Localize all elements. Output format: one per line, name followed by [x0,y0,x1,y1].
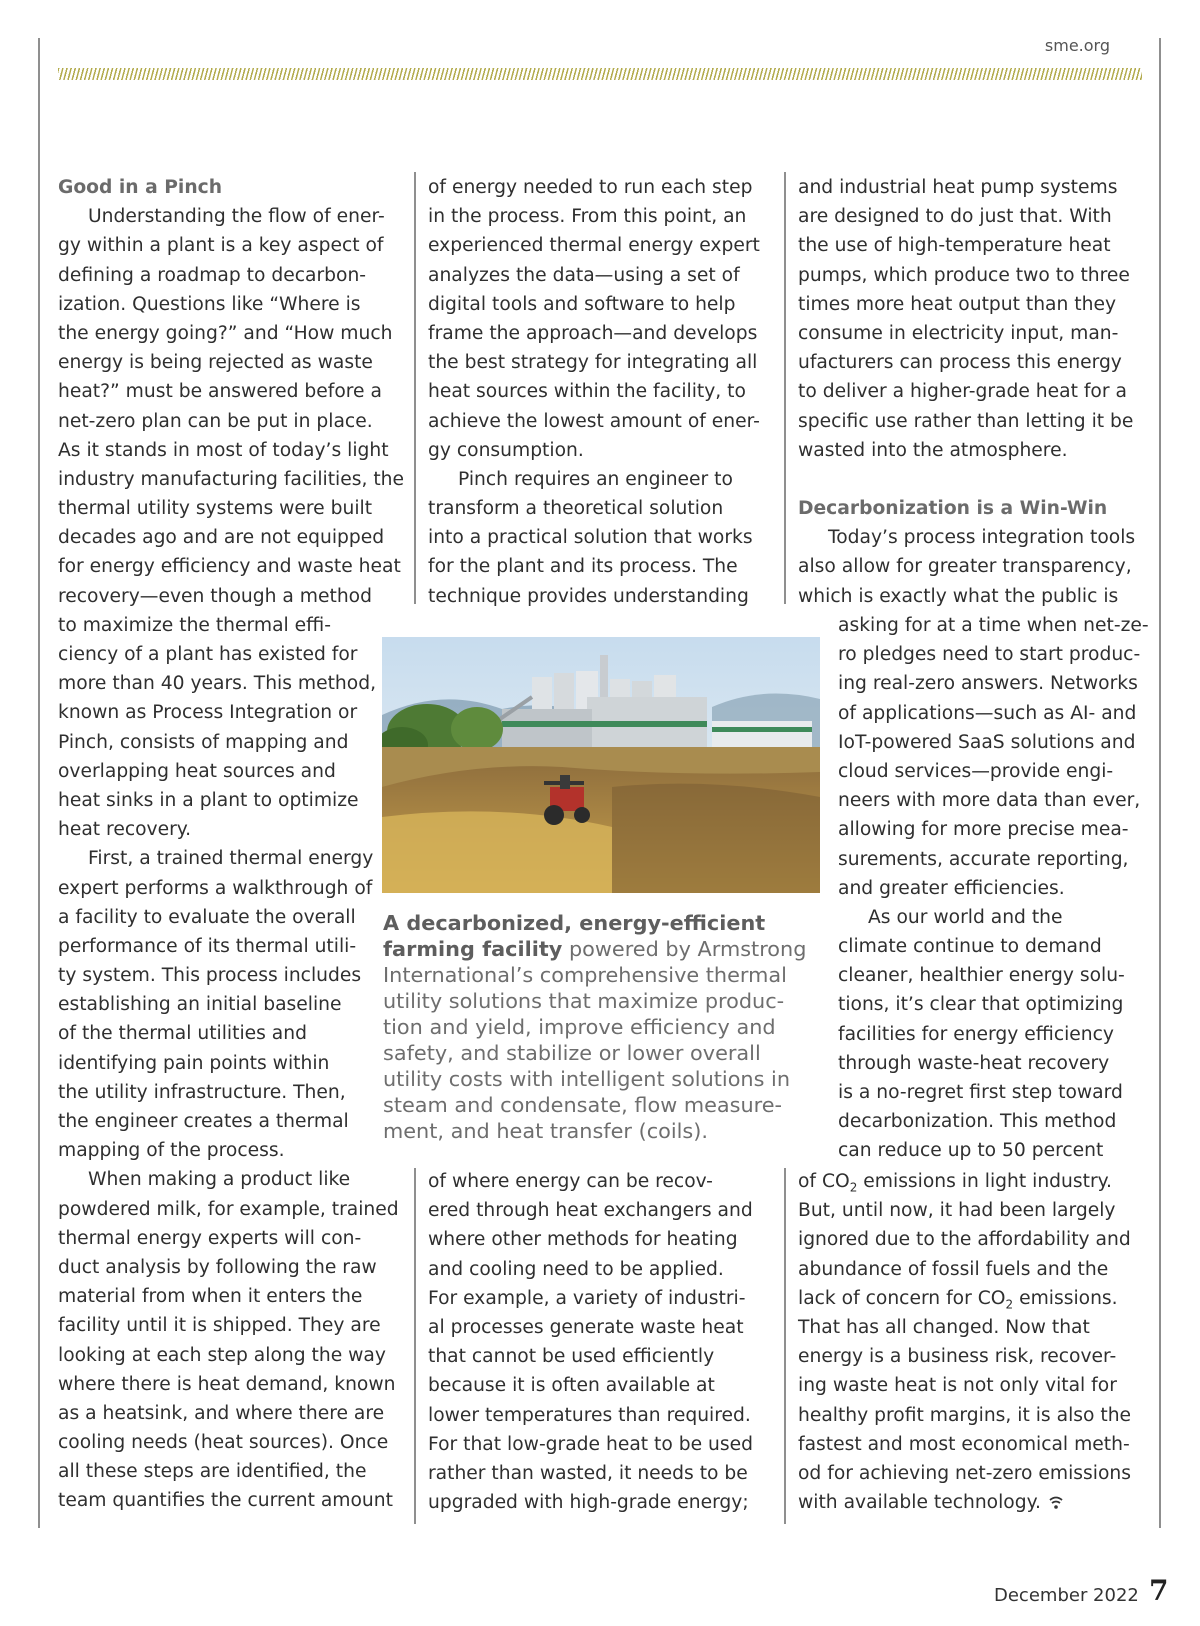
text-line: where there is heat demand, known [58,1373,396,1395]
text-line: thermal utility systems were built [58,498,373,520]
text-line: to deliver a higher-grade heat for a [798,381,1127,403]
text-line: For example, a variety of industri- [428,1287,746,1309]
column-rule-2-bottom [784,1168,786,1524]
text-line: thermal energy experts will con- [58,1227,362,1249]
photo-caption [383,910,823,1144]
text-line: Today’s process integration tools [828,527,1136,549]
text-line: industry manufacturing facilities, the [58,468,405,490]
site-name: sme.org [1044,36,1110,55]
text-line: That has all changed. Now that [798,1316,1090,1338]
farming-facility-photo [382,637,820,893]
column-3-lower [798,1167,1131,1517]
column-3-upper [798,173,1135,611]
text-line: identifying pain points within [58,1052,330,1074]
text-line: ro pledges need to start produc- [838,644,1141,666]
text-line: with available technology. [798,1488,1131,1517]
caption-line: utility costs with intelligent solutions in [383,1067,791,1091]
end-mark-icon [1049,1496,1063,1510]
text-line: Understanding the flow of ener- [88,206,385,228]
text-line: because it is often available at [428,1375,715,1397]
text-line: the engineer creates a thermal [58,1111,349,1132]
text-line: As it stands in most of today’s light [58,439,389,461]
text-line: looking at each step along the way [58,1344,386,1366]
text-line: of applications—such as AI- and [838,702,1137,724]
text-line: mapping of the process. [58,1140,285,1162]
text-line: digital tools and software to help [428,293,736,315]
text-line: specific use rather than letting it be [798,410,1134,432]
caption-bold-line: A decarbonized, energy-efficient [383,911,766,935]
text-line: tions, it’s clear that optimizing [838,994,1124,1016]
column-3-text-e [798,1313,1131,1517]
text-line: of where energy can be recov- [428,1171,713,1192]
text-line: is a no-regret first step toward [838,1082,1123,1103]
caption-text [383,962,823,1144]
text-line: allowing for more precise mea- [838,819,1129,841]
text-line: and greater efficiencies. [838,877,1065,899]
page-number: 7 [1149,1574,1169,1607]
text-line: cloud services—provide engi- [838,760,1114,782]
text-line: can reduce up to 50 percent [838,1140,1104,1162]
text-line: wasted into the atmosphere. [798,439,1068,461]
text-line: that cannot be used efficiently [428,1346,715,1368]
text-line: experienced thermal energy expert [428,235,760,257]
text-line: lower temperatures than required. [428,1404,751,1426]
text-line: pumps, which produce two to three [798,264,1130,286]
text-line: ered through heat exchangers and [428,1200,753,1222]
text-line: ing waste heat is not only vital for [798,1375,1117,1397]
text-line: When making a product like [88,1169,351,1191]
text-line: expert performs a walkthrough of [58,877,373,899]
column-3-text-c [838,611,1149,1166]
text-line: transform a theoretical solution [428,498,724,520]
column-3-beside-photo [838,611,1149,1166]
text-line: upgraded with high-grade energy; [428,1492,749,1514]
text-line: Pinch requires an engineer to [458,468,733,490]
caption-line: steam and condensate, flow measure- [383,1093,783,1117]
left-margin-rule [38,38,40,1528]
text-line: facility until it is shipped. They are [58,1315,381,1337]
text-line: also allow for greater transparency, [798,556,1132,578]
column-rule-1-bottom [414,1168,416,1524]
text-line: frame the approach—and develops [428,322,758,344]
text-line: energy is being rejected as waste [58,352,373,374]
text-line: and cooling need to be applied. [428,1258,724,1280]
text-line: decarbonization. This method [838,1111,1117,1133]
caption-line: utility solutions that maximize produc- [383,989,785,1013]
text-line: healthy profit margins, it is also the [798,1404,1132,1426]
text-line: the energy going?” and “How much [58,322,393,344]
text-line: powdered milk, for example, trained [58,1198,399,1220]
co2-line-1: of $CO_2$ emissions in light industry. [798,1171,1112,1195]
text-line: heat recovery. [58,819,192,841]
text-line: performance of its thermal utili- [58,935,357,957]
column-2-bottom-text [428,1167,753,1517]
text-line: the utility infrastructure. Then, [58,1081,346,1103]
farming-facility-image [382,637,820,893]
text-line: overlapping heat sources and [58,760,336,782]
caption-line: safety, and stabilize or lower overall [383,1041,761,1065]
column-3-text-b [798,523,1135,611]
text-line: facilities for energy efficiency [838,1023,1114,1045]
text-line: But, until now, it had been largely [798,1200,1116,1222]
text-line: establishing an initial baseline [58,994,342,1016]
text-line: the use of high-temperature heat [798,235,1111,257]
text-line: recovery—even though a method [58,585,372,607]
text-line: abundance of fossil fuels and the [798,1258,1109,1280]
column-rule-2-top [784,172,786,604]
text-line: where other methods for heating [428,1229,738,1251]
text-line: heat sources within the facility, to [428,381,746,403]
right-margin-rule [1159,38,1161,1528]
caption-line-2: farming facility powered by Armstrong [383,937,807,961]
text-line: defining a roadmap to decarbon- [58,264,367,286]
text-line: energy is a business risk, recover- [798,1346,1117,1368]
text-line: neers with more data than ever, [838,790,1141,812]
column-2-bottom [428,1167,753,1517]
text-line: IoT-powered SaaS solutions and [838,731,1136,753]
text-line: through waste-heat recovery [838,1052,1110,1074]
text-line: consume in electricity input, man- [798,322,1119,344]
text-line: od for achieving net-zero emissions [798,1462,1131,1484]
text-line: gy consumption. [428,439,584,461]
text-line: a facility to evaluate the overall [58,906,356,928]
text-line: ing real-zero answers. Networks [838,673,1138,695]
text-line: Pinch, consists of mapping and [58,731,349,753]
text-line: As our world and the [868,906,1063,928]
column-2-top [428,173,760,611]
text-line: fastest and most economical meth- [798,1433,1130,1455]
text-line: into a practical solution that works [428,527,753,549]
column-2-top-text [428,173,760,611]
text-line: climate continue to demand [838,936,1102,958]
section-heading-2: Decarbonization is a Win-Win [798,498,1108,520]
text-line: all these steps are identified, the [58,1461,367,1483]
column-1-text [58,202,404,1515]
text-line: decades ago and are not equipped [58,527,385,549]
issue-date: December 2022 [994,1585,1139,1606]
text-line: which is exactly what the public is [798,585,1119,607]
text-line: as a heatsink, and where there are [58,1402,385,1424]
column-rule-1-top [414,172,416,604]
text-line: First, a trained thermal energy [88,848,374,870]
text-line: in the process. From this point, an [428,206,747,228]
text-line: surements, accurate reporting, [838,848,1129,870]
column-3-text-a [798,173,1135,465]
column-3-text-d [798,1196,1131,1284]
decorative-hatch-band [58,68,1142,80]
column-1 [58,173,404,1516]
caption-line: International’s comprehensive thermal [383,963,787,987]
text-line: net-zero plan can be put in place. [58,410,373,432]
text-line: rather than wasted, it needs to be [428,1462,748,1484]
text-line: are designed to do just that. With [798,206,1112,228]
text-line: heat sinks in a plant to optimize [58,789,359,811]
co2-line-2: lack of concern for $CO_2$ emissions. [798,1287,1118,1312]
text-line: ufacturers can process this energy [798,352,1122,374]
caption-line: ment, and heat transfer (coils). [383,1119,708,1143]
section-heading: Good in a Pinch [58,177,223,198]
text-line: duct analysis by following the raw [58,1256,377,1278]
text-line: ignored due to the affordability and [798,1229,1131,1251]
text-line: the best strategy for integrating all [428,352,758,374]
text-line: ciency of a plant has existed for [58,644,358,665]
text-line: asking for at a time when net-ze- [838,615,1149,636]
text-line: ization. Questions like “Where is [58,293,361,315]
text-line: al processes generate waste heat [428,1316,744,1338]
text-line: gy within a plant is a key aspect of [58,235,384,257]
text-line: to maximize the thermal effi- [58,614,331,636]
text-line: known as Process Integration or [58,702,358,724]
text-line: For that low-grade heat to be used [428,1433,753,1455]
text-line: technique provides understanding [428,585,749,607]
text-line: times more heat output than they [798,293,1117,315]
text-line: cleaner, healthier energy solu- [838,965,1125,987]
text-line: of energy needed to run each step [428,177,753,198]
text-line: ty system. This process includes [58,965,362,987]
text-line: more than 40 years. This method, [58,673,377,695]
text-line: of the thermal utilities and [58,1023,307,1045]
text-line: achieve the lowest amount of ener- [428,410,760,432]
text-line: analyzes the data—using a set of [428,264,740,286]
text-line: cooling needs (heat sources). Once [58,1432,389,1454]
text-line: material from when it enters the [58,1286,363,1308]
text-line: for the plant and its process. The [428,556,738,578]
text-line: heat?” must be answered before a [58,381,382,403]
text-line: and industrial heat pump systems [798,177,1118,198]
text-line: for energy efficiency and waste heat [58,556,401,578]
text-line: team quantifies the current amount [58,1490,393,1512]
caption-line: tion and yield, improve efficiency and [383,1015,776,1039]
